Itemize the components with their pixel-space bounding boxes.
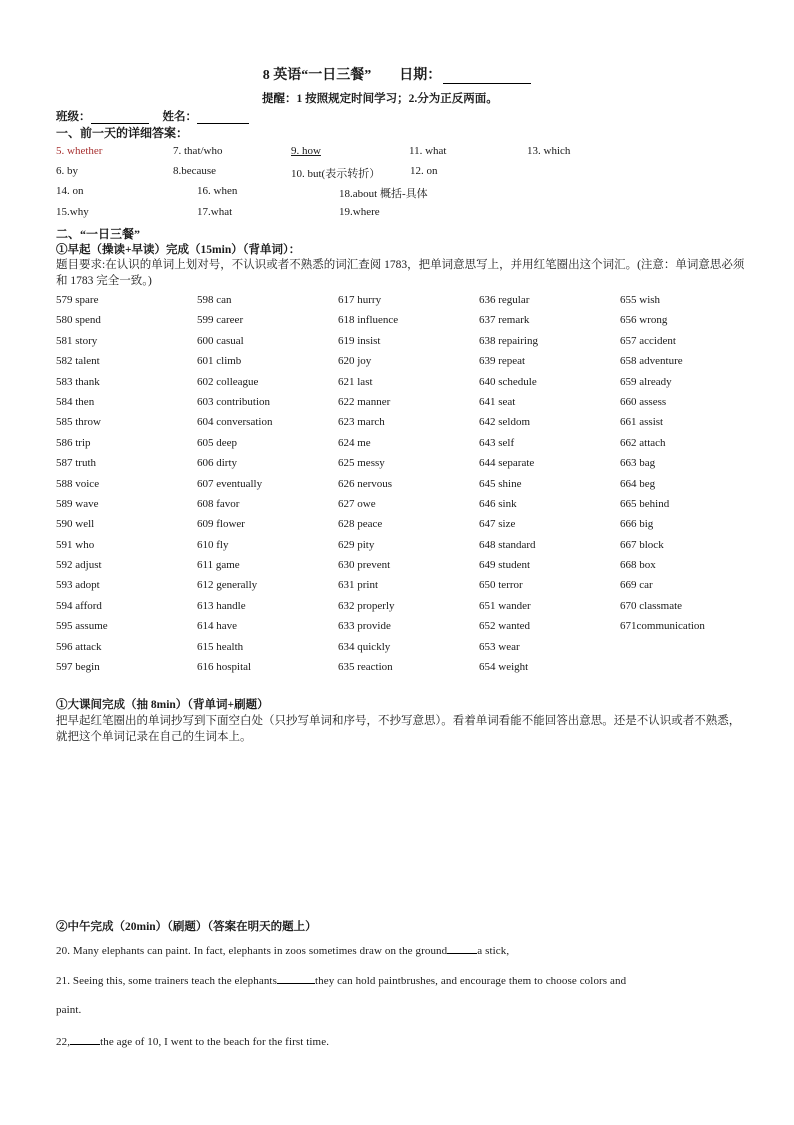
word-item[interactable]: 646 sink (479, 497, 517, 510)
question-20-text-end: a stick, (477, 945, 510, 957)
word-column-5 (620, 293, 760, 640)
answer-7: 7. that/who (173, 145, 223, 157)
word-item[interactable]: 611 game (197, 559, 240, 572)
word-item[interactable]: 602 colleague (197, 375, 259, 388)
word-item[interactable]: 629 pity (338, 538, 375, 551)
word-item[interactable]: 623 march (338, 416, 385, 429)
word-item[interactable]: 608 favor (197, 497, 240, 510)
word-item[interactable]: 613 handle (197, 599, 246, 612)
break-heading: ①大课间完成（抽 8min）（背单词+刷题） (56, 699, 269, 711)
word-column-1 (56, 293, 196, 680)
answer-17: 17.what (197, 206, 233, 218)
answer-15: 15.why (56, 206, 89, 218)
word-item[interactable]: 632 properly (338, 599, 395, 612)
answer-13: 13. which (527, 145, 571, 157)
word-item[interactable]: 599 career (197, 314, 244, 327)
word-item[interactable]: 652 wanted (479, 620, 531, 633)
word-item[interactable]: 628 peace (338, 518, 383, 531)
question-21-continued: paint. (56, 1004, 82, 1016)
word-item[interactable]: 585 throw (56, 416, 101, 429)
answer-9-text: 9. how (291, 145, 321, 157)
word-item[interactable]: 668 box (620, 559, 656, 572)
word-item[interactable]: 587 truth (56, 457, 97, 470)
question-21-text-mid: they can hold paintbrushes, and encourage them to choose colors and (314, 975, 627, 987)
word-item[interactable]: 641 seat (479, 395, 516, 408)
word-item[interactable]: 667 block (620, 538, 664, 551)
word-column-2 (197, 293, 337, 680)
word-item[interactable]: 595 assume (56, 620, 108, 633)
word-item[interactable]: 620 joy (338, 355, 372, 368)
question-22-text: the age of 10, I went to the beach for the first time. (100, 1036, 330, 1048)
copy-area[interactable] (56, 750, 746, 910)
word-item[interactable]: 663 bag (620, 457, 656, 470)
word-item[interactable]: 591 who (56, 538, 95, 551)
word-item[interactable]: 605 deep (197, 436, 238, 449)
word-item[interactable]: 631 print (338, 579, 379, 592)
word-item[interactable]: 584 then (56, 395, 95, 408)
word-item[interactable]: 603 contribution (197, 395, 271, 408)
word-item[interactable]: 580 spend (56, 314, 101, 327)
reminder: 提醒：1 按照规定时间学习；2.分为正反两面。 (262, 93, 498, 105)
word-item[interactable]: 651 wander (479, 599, 531, 612)
word-item[interactable]: 606 dirty (197, 457, 238, 470)
word-item[interactable]: 637 remark (479, 314, 530, 327)
question-20-text: 20. Many elephants can paint. In fact, elephants in zoos sometimes draw on the ground (56, 945, 448, 957)
section2-heading: 二、“一日三餐” (56, 227, 141, 241)
question-20 (56, 943, 509, 957)
word-item[interactable]: 642 seldom (479, 416, 531, 429)
word-item[interactable]: 609 flower (197, 518, 245, 531)
word-item[interactable]: 656 wrong (620, 314, 668, 327)
word-item[interactable]: 619 insist (338, 334, 381, 347)
answer-8: 8.because (173, 165, 217, 177)
answer-10: 10. but(表示转折） (291, 168, 381, 180)
word-item[interactable]: 669 car (620, 579, 653, 592)
word-item[interactable]: 582 talent (56, 355, 100, 368)
word-item[interactable]: 588 voice (56, 477, 100, 490)
name-label: 姓名： (162, 111, 197, 123)
word-item[interactable]: 630 prevent (338, 559, 391, 572)
title-text: 8 英语“一日三餐” (262, 68, 372, 83)
word-item[interactable]: 615 health (197, 640, 244, 653)
word-item[interactable]: 643 self (479, 436, 515, 449)
word-item[interactable]: 597 begin (56, 661, 100, 674)
word-item[interactable]: 659 already (620, 375, 672, 388)
question-21 (56, 973, 738, 987)
word-item[interactable]: 634 quickly (338, 640, 391, 653)
word-item[interactable]: 593 adopt (56, 579, 100, 592)
page-title (0, 64, 794, 84)
class-label: 班级： (56, 111, 91, 123)
word-item[interactable]: 581 story (56, 334, 98, 347)
date-label: 日期： (399, 68, 442, 83)
answer-14: 14. on (56, 185, 84, 197)
word-item[interactable]: 618 influence (338, 314, 399, 327)
date-blank[interactable] (443, 71, 531, 84)
break-requirement: 把早起红笔圈出的单词抄写到下面空白处（只抄写单词和序号，不抄写意思）。看着单词看能不能回答出意思。还是不认识或者不熟悉，就把这个单词记录在自己的生词本上。 (56, 715, 741, 743)
word-item[interactable]: 592 adjust (56, 559, 102, 572)
word-item[interactable]: 640 schedule (479, 375, 537, 388)
word-item[interactable]: 604 conversation (197, 416, 273, 429)
word-item[interactable]: 622 manner (338, 395, 391, 408)
word-item[interactable]: 645 shine (479, 477, 522, 490)
word-item[interactable]: 658 adventure (620, 355, 683, 368)
word-item[interactable]: 662 attach (620, 436, 666, 449)
noon-heading: ②中午完成（20min）（刷题）（答案在明天的题上） (56, 921, 317, 933)
word-item[interactable]: 661 assist (620, 416, 664, 429)
word-item[interactable]: 666 big (620, 518, 654, 531)
word-item[interactable]: 621 last (338, 375, 373, 388)
word-item[interactable]: 648 standard (479, 538, 536, 551)
answer-18: 18.about 概括-具体 (339, 188, 428, 200)
word-item[interactable]: 607 eventually (197, 477, 263, 490)
answer-16: 16. when (197, 185, 238, 197)
word-item[interactable]: 579 spare (56, 294, 99, 306)
answer-12: 12. on (410, 165, 438, 177)
word-item[interactable]: 670 classmate (620, 599, 683, 612)
word-item[interactable]: 644 separate (479, 457, 535, 470)
word-item[interactable]: 600 casual (197, 334, 244, 347)
word-item[interactable]: 612 generally (197, 579, 258, 592)
word-item[interactable]: 626 nervous (338, 477, 393, 490)
word-item[interactable]: 657 accident (620, 334, 676, 347)
answer-9 (291, 145, 321, 157)
word-item[interactable]: 601 climb (197, 355, 242, 368)
word-item[interactable]: 665 behind (620, 497, 670, 510)
word-item[interactable]: 583 thank (56, 375, 100, 388)
morning-requirement: 题目要求:在认识的单词上划对号，不认识或者不熟悉的词汇查阅 1783，把单词意思写上，并用红笔圈出这个词汇。(注意：单词意思必须和 1783 完全一致。) (56, 259, 745, 287)
word-item[interactable]: 633 provide (338, 620, 391, 633)
word-item[interactable]: 647 size (479, 518, 516, 531)
word-item[interactable]: 635 reaction (338, 661, 393, 674)
word-column-4 (479, 293, 619, 680)
class-name-line (56, 108, 249, 124)
word-item[interactable]: 594 afford (56, 599, 102, 612)
answer-6: 6. by (56, 165, 78, 177)
question-22-number: 22, (56, 1036, 71, 1048)
word-item[interactable]: 638 repairing (479, 334, 538, 347)
word-item[interactable]: 653 wear (479, 640, 520, 653)
answer-blank-21[interactable] (277, 973, 315, 984)
word-item[interactable]: 596 attack (56, 640, 102, 653)
answer-11: 11. what (409, 145, 447, 157)
answer-blank-22[interactable] (70, 1034, 100, 1045)
word-item[interactable]: 590 well (56, 518, 95, 531)
word-item[interactable]: 614 have (197, 620, 238, 633)
word-item[interactable]: 624 me (338, 436, 371, 449)
word-item[interactable]: 616 hospital (197, 661, 252, 674)
question-22 (56, 1034, 329, 1048)
question-21-text: 21. Seeing this, some trainers teach the elephants (56, 975, 277, 987)
answer-blank-20[interactable] (447, 943, 477, 954)
word-column-3 (338, 293, 478, 680)
word-item[interactable]: 586 trip (56, 436, 91, 449)
word-item[interactable]: 625 messy (338, 457, 385, 470)
word-item[interactable]: 664 beg (620, 477, 656, 490)
morning-heading: ①早起（操读+早读）完成（15min）（背单词）： (56, 244, 301, 256)
word-item[interactable]: 627 owe (338, 497, 376, 510)
word-item[interactable]: 660 assess (620, 395, 667, 408)
word-item[interactable]: 654 weight (479, 661, 529, 674)
word-item[interactable]: 636 regular (479, 294, 530, 306)
word-item[interactable]: 639 repeat (479, 355, 526, 368)
class-blank[interactable] (91, 112, 149, 124)
word-item[interactable]: 598 can (197, 294, 232, 306)
section1-heading: 一、前一天的详细答案： (56, 126, 189, 140)
answer-19: 19.where (339, 206, 380, 218)
name-blank[interactable] (197, 112, 249, 124)
answer-5: 5. whether (56, 145, 103, 157)
word-item[interactable]: 649 student (479, 559, 531, 572)
word-item[interactable]: 617 hurry (338, 294, 382, 306)
word-item[interactable]: 650 terror (479, 579, 523, 592)
word-item[interactable]: 610 fly (197, 538, 229, 551)
word-item[interactable]: 655 wish (620, 294, 661, 306)
word-item[interactable]: 589 wave (56, 497, 99, 510)
word-item[interactable]: 671communication (620, 620, 705, 633)
